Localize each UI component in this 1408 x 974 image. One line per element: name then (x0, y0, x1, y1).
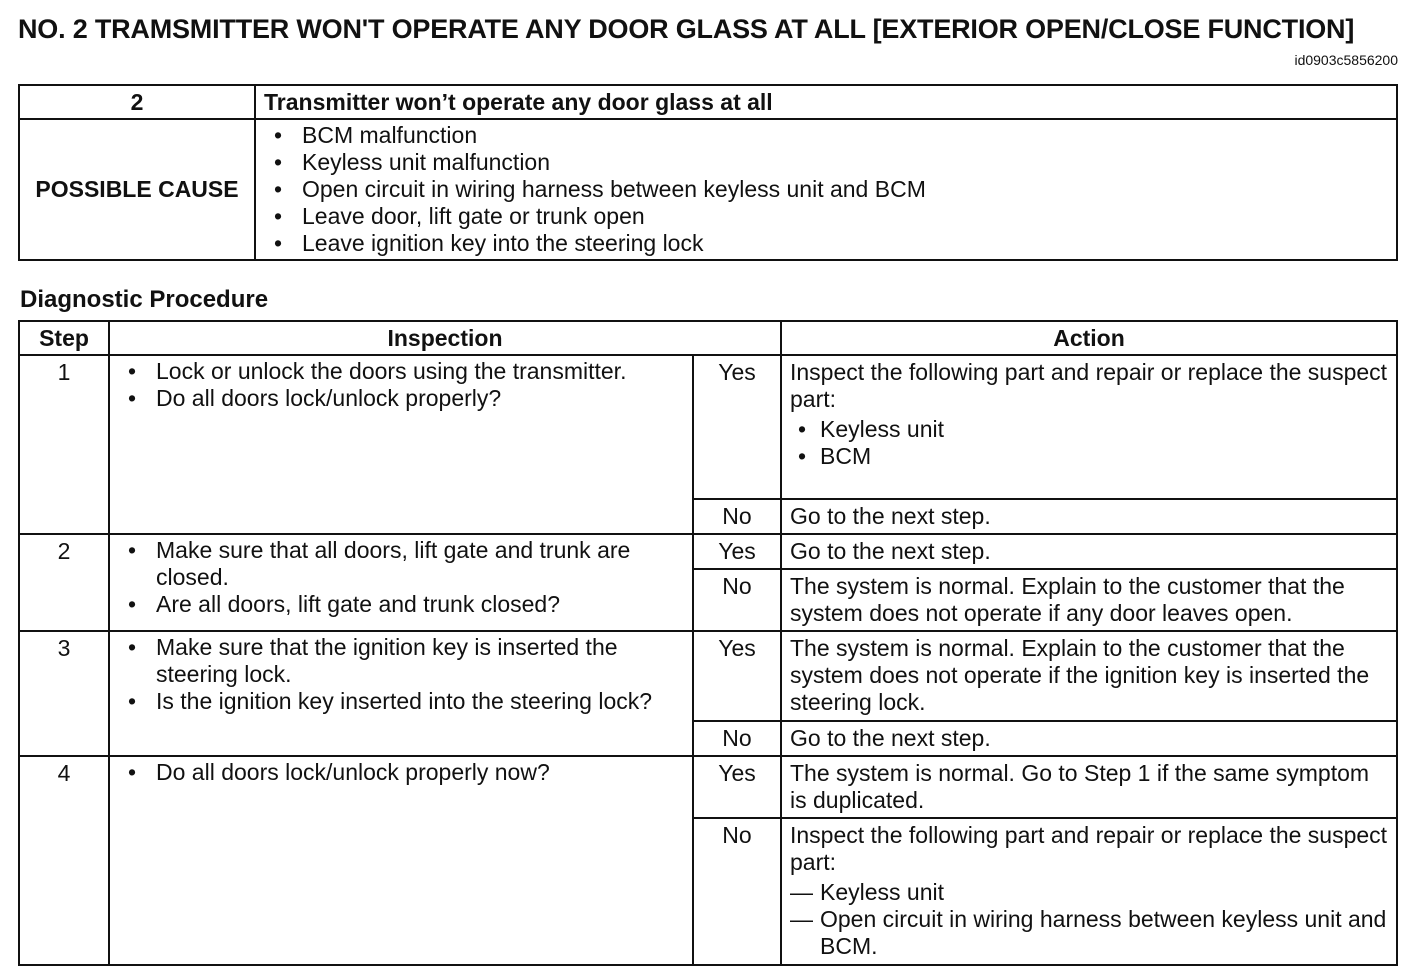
diagnostic-procedure-table (18, 320, 1398, 966)
action-header: Action (781, 321, 1397, 355)
inspection-item: • Do all doors lock/unlock properly? (118, 385, 686, 412)
cause-item: • BCM malfunction (264, 122, 1390, 149)
section-heading: Diagnostic Procedure (20, 286, 269, 313)
inspection-cell (109, 631, 693, 756)
yes-action (781, 355, 1397, 499)
part-item: • Keyless unit (790, 416, 1396, 443)
possible-cause-label: POSSIBLE CAUSE (19, 119, 255, 260)
possible-cause-list (256, 120, 1396, 259)
inspection-cell (109, 756, 693, 965)
no-label: No (693, 818, 781, 965)
part-item: — Open circuit in wiring harness between keyless unit and BCM. (790, 906, 1396, 960)
yes-action (781, 756, 1397, 818)
inspection-cell (109, 534, 693, 631)
step-number: 4 (19, 756, 109, 965)
no-action (781, 818, 1397, 965)
action-text: The system is normal. Go to Step 1 if the same symptom is duplicated. (790, 760, 1370, 813)
no-label: No (693, 569, 781, 631)
trouble-number: 2 (19, 85, 255, 119)
no-label: No (693, 499, 781, 534)
action-text: The system is normal. Explain to the customer that the system does not operate if the ignition key is inserted the steering lock. (790, 635, 1370, 715)
inspection-item: • Lock or unlock the doors using the transmitter. (118, 358, 686, 385)
no-action (781, 499, 1397, 534)
inspection-item: • Do all doors lock/unlock properly now? (118, 759, 686, 786)
no-label: No (693, 721, 781, 756)
cause-item: • Keyless unit malfunction (264, 149, 1390, 176)
action-text: Go to the next step. (790, 725, 991, 751)
trouble-description: Transmitter won’t operate any door glass at all (255, 85, 1397, 119)
yes-action (781, 534, 1397, 569)
no-action (781, 721, 1397, 756)
cause-item: • Leave door, lift gate or trunk open (264, 203, 1390, 230)
possible-cause-table (18, 84, 1398, 261)
part-item: — Keyless unit (790, 879, 1396, 906)
step-number: 1 (19, 355, 109, 534)
yes-label: Yes (693, 756, 781, 818)
action-text: Inspect the following part and repair or replace the suspect part: (790, 822, 1388, 875)
part-item: • BCM (790, 443, 1396, 470)
step-number: 2 (19, 534, 109, 631)
inspection-item: • Is the ignition key inserted into the steering lock? (118, 688, 686, 715)
no-action (781, 569, 1397, 631)
yes-action (781, 631, 1397, 721)
possible-cause-list-cell (255, 119, 1397, 260)
cause-item: • Leave ignition key into the steering lock (264, 230, 1390, 257)
inspection-cell (109, 355, 693, 534)
step-number: 3 (19, 631, 109, 756)
yes-label: Yes (693, 534, 781, 569)
yes-label: Yes (693, 355, 781, 499)
document-id: id0903c5856200 (1294, 52, 1398, 68)
page-title: NO. 2 TRAMSMITTER WON'T OPERATE ANY DOOR GLASS AT ALL [EXTERIOR OPEN/CLOSE FUNCTION] (18, 14, 1355, 44)
action-text: The system is normal. Explain to the customer that the system does not operate if any door leaves open. (790, 573, 1345, 626)
inspection-item: • Make sure that the ignition key is inserted the steering lock. (118, 634, 686, 688)
step-header: Step (19, 321, 109, 355)
action-text: Inspect the following part and repair or replace the suspect part: (790, 359, 1388, 412)
cause-item: • Open circuit in wiring harness between keyless unit and BCM (264, 176, 1390, 203)
action-text: Go to the next step. (790, 538, 991, 564)
yes-label: Yes (693, 631, 781, 721)
inspection-item: • Are all doors, lift gate and trunk closed? (118, 591, 686, 618)
inspection-header: Inspection (109, 321, 781, 355)
action-text: Go to the next step. (790, 503, 991, 529)
inspection-item: • Make sure that all doors, lift gate and trunk are closed. (118, 537, 686, 591)
